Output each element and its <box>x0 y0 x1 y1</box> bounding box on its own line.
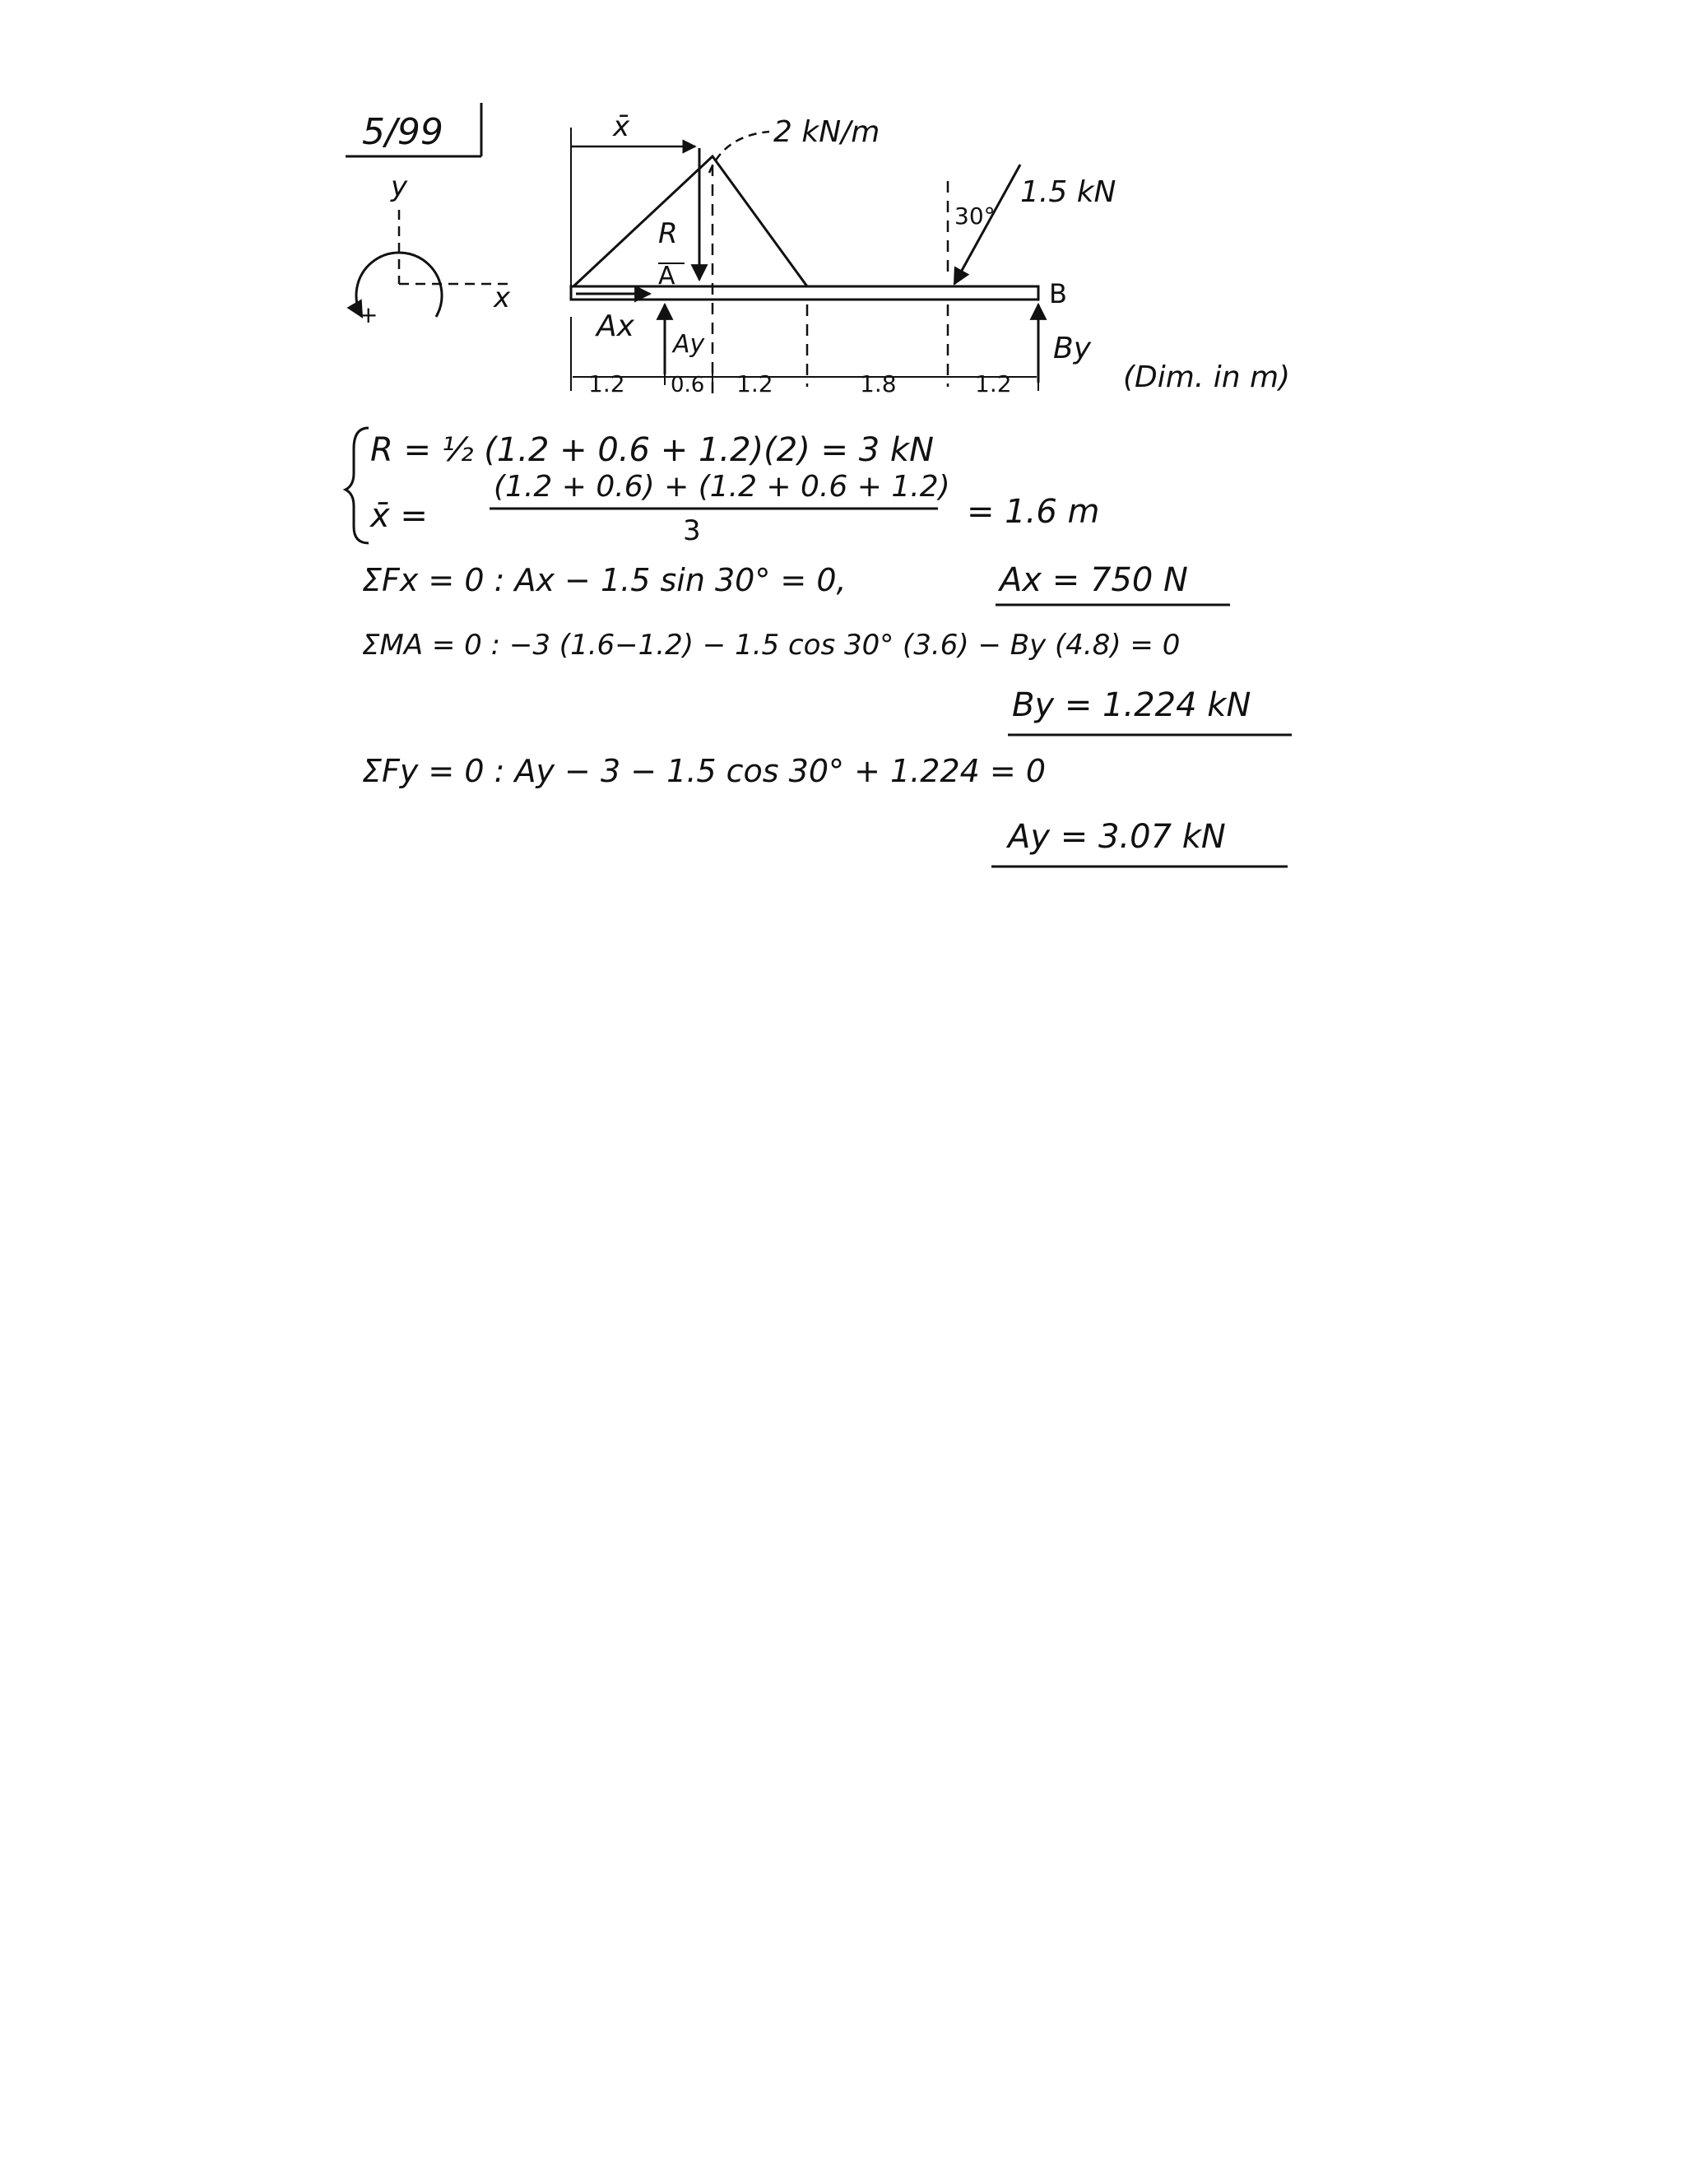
resultant-label: R <box>658 217 678 250</box>
y-axis-label: y <box>391 170 408 203</box>
point-a-label: A <box>658 262 675 290</box>
solution-equations <box>346 428 1292 867</box>
beam-diagram <box>571 110 1290 397</box>
angle-label: 30° <box>954 202 996 230</box>
resultant-equation: R = ½ (1.2 + 0.6 + 1.2)(2) = 3 kN <box>370 431 935 469</box>
sum-fy-equation: ΣFy = 0 : Ay − 3 − 1.5 cos 30° + 1.224 = 0 <box>362 753 1046 789</box>
ay-label: Ay <box>673 330 705 359</box>
positive-sense-label: + <box>359 301 378 328</box>
dim-1: 1.2 <box>588 370 625 397</box>
ax-answer: Ax = 750 N <box>1000 561 1188 599</box>
xbar-lhs: x̄ = <box>370 497 428 535</box>
xbar-label: x̄ <box>613 110 630 143</box>
sum-fx-equation: ΣFx = 0 : Ax − 1.5 sin 30° = 0, <box>362 562 847 598</box>
xbar-denominator: 3 <box>683 514 701 547</box>
point-b-label: B <box>1049 278 1067 309</box>
ax-label: Ax <box>596 309 634 343</box>
x-axis-label: x <box>494 281 511 314</box>
by-answer: By = 1.224 kN <box>1012 686 1251 724</box>
problem-number-box <box>346 103 481 156</box>
dim-2: 0.6 <box>671 373 705 397</box>
sum-ma-equation: ΣMA = 0 : −3 (1.6−1.2) − 1.5 cos 30° (3.6) − By (4.8) = 0 <box>362 629 1181 662</box>
units-note: (Dim. in m) <box>1123 360 1291 394</box>
dim-4: 1.8 <box>860 370 897 397</box>
triangular-load <box>573 156 807 286</box>
problem-number: 5/99 <box>362 111 443 153</box>
load-intensity-label: 2 kN/m <box>773 115 880 149</box>
xbar-numerator: (1.2 + 0.6) + (1.2 + 0.6 + 1.2) <box>494 470 950 504</box>
dim-5: 1.2 <box>975 370 1012 397</box>
ay-answer: Ay = 3.07 kN <box>1008 818 1226 856</box>
by-label: By <box>1053 332 1092 365</box>
coordinate-system-icon <box>356 170 511 328</box>
applied-force-label: 1.5 kN <box>1020 175 1116 209</box>
dim-3: 1.2 <box>736 370 773 397</box>
xbar-result: = 1.6 m <box>967 493 1100 531</box>
dimension-line <box>571 317 1038 397</box>
